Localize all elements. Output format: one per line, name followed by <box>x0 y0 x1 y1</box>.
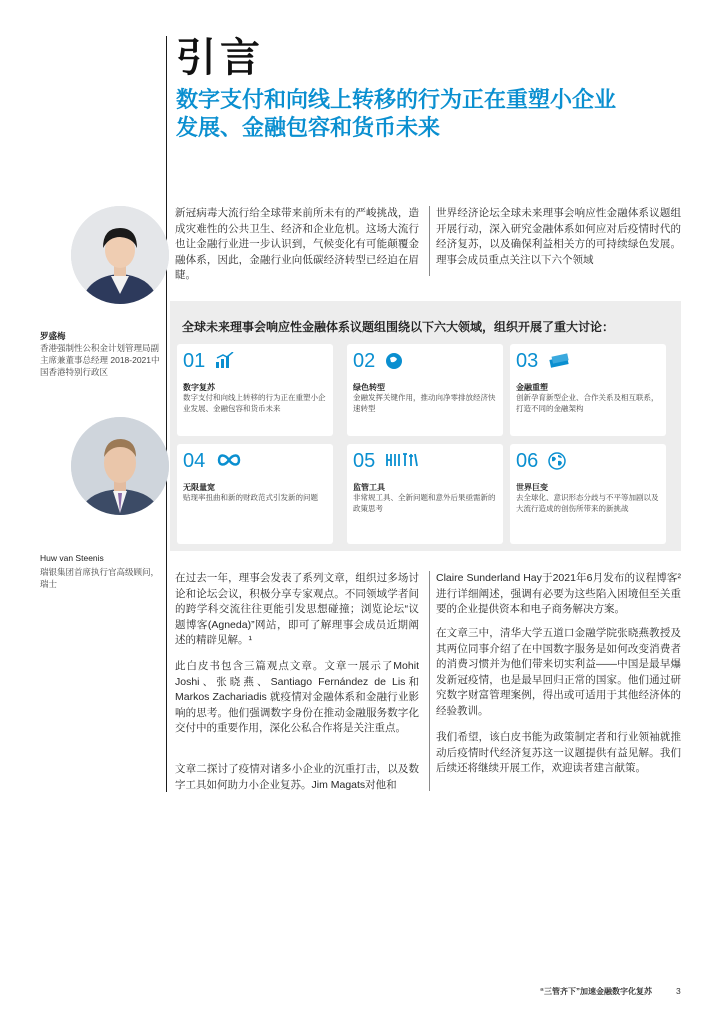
area-card-5 <box>347 444 503 544</box>
person-name-1: 罗盛梅 <box>40 331 66 341</box>
card-number: 03 <box>516 350 539 372</box>
body-paragraph-left-2: 此白皮书包含三篇观点文章。文章一展示了Mohit Joshi、张晓燕、Santiago Fernández de Lis和Markos Zachariadis 就疫情对金融体系和金融行业影响的思考。他们强调数字身份在推动金融服务数字化交付中的重要作用，深化公私合作将是关注重点。 <box>175 660 419 734</box>
area-card-4 <box>177 444 333 544</box>
card-heading: 无限量宽 <box>183 483 215 492</box>
card-description: 数字支付和向线上转移的行为正在重塑小企业发展、金融包容和货币未来 <box>183 393 326 413</box>
page-number: 3 <box>676 986 681 996</box>
money-stack-icon <box>548 352 570 370</box>
world-icon <box>548 452 570 470</box>
card-heading: 监管工具 <box>353 483 385 492</box>
card-heading: 绿色转型 <box>353 383 385 392</box>
card-description: 去全球化、意识形态分歧与不平等加剧以及大流行造成的创伤所带来的新挑战 <box>516 493 659 513</box>
card-heading: 金融重塑 <box>516 383 548 392</box>
body-paragraph-left-3: 文章二探讨了疫情对诸多小企业的沉重打击，以及数字工具如何助力小企业复苏。Jim Magats对他和 <box>175 763 419 791</box>
card-number: 05 <box>353 450 376 472</box>
area-card-3 <box>510 344 666 436</box>
portrait-photo-1 <box>71 206 169 304</box>
card-heading: 数字复苏 <box>183 383 215 392</box>
body-paragraph-right-2: 在文章三中，清华大学五道口金融学院张晓燕教授及其两位同事介绍了在中国数字服务是如何改变消费者的消费习惯并为他们带来切实利益——中国是最早爆发新冠疫情，也是最早回归正常的国家。他们通过研究数字财富管理案例，得出或可适用于其他经济体的经验教训。 <box>436 627 681 717</box>
area-card-6 <box>510 444 666 544</box>
area-card-1 <box>177 344 333 436</box>
column-divider-top <box>429 206 430 276</box>
card-number: 01 <box>183 350 206 372</box>
person-role-2: 瑞银集团首席执行官高级顾问，瑞士 <box>40 567 160 589</box>
person-name-2: Huw van Steenis <box>40 553 104 563</box>
bar-chart-icon <box>215 352 237 370</box>
page-title: 引言 <box>176 36 264 80</box>
globe-leaf-icon <box>385 352 407 370</box>
area-card-2 <box>347 344 503 436</box>
page-subtitle: 数字支付和向线上转移的行为正在重塑小企业发展、金融包容和货币未来 <box>176 87 617 140</box>
body-paragraph-left-1: 在过去一年，理事会发表了系列文章，组织过多场讨论和论坛会议，积极分享专家观点。不同领域学者间的跨学科交流往往更能引发思想碰撞；浏览论坛“议题博客(Agneda)”网站，即可了解理事会成员近期阐述的精辟见解。¹ <box>175 572 419 646</box>
tools-icon <box>385 452 419 470</box>
panel-title: 全球未来理事会响应性金融体系议题组围绕以下六大领域，组织开展了重大讨论： <box>182 320 615 334</box>
six-areas-panel <box>170 301 681 551</box>
card-description: 贴现率扭曲和新的财政范式引发新的问题 <box>183 493 318 502</box>
card-heading: 世界巨变 <box>516 483 548 492</box>
card-number: 06 <box>516 450 539 472</box>
portrait-photo-2 <box>71 417 169 515</box>
card-number: 02 <box>353 350 376 372</box>
column-divider-bottom <box>429 571 430 791</box>
title-rule <box>166 36 167 792</box>
infinity-icon <box>217 452 241 470</box>
person-role-1: 香港强制性公积金计划管理局副主席兼董事总经理 2018-2021中国香港特别行政区 <box>40 343 160 377</box>
intro-paragraph-right: 世界经济论坛全球未来理事会响应性金融体系议题组开展行动，深入研究金融体系如何应对后疫情时代的经济复苏，以及确保利益相关方的可持续绿色发展。理事会成员重点关注以下六个领域 <box>436 207 681 266</box>
card-description: 金融发挥关键作用，推动向净零排放经济快速转型 <box>353 393 496 413</box>
body-paragraph-right-3: 我们希望，该白皮书能为政策制定者和行业领袖就推动后疫情时代经济复苏这一议题提供有益见解。我们后续还将继续开展工作，欢迎读者建言献策。 <box>436 731 681 774</box>
card-description: 非常规工具、全新问题和意外后果亟需新的政策思考 <box>353 493 496 513</box>
card-description: 创新孕育新型企业、合作关系及相互联系，打造不同的金融架构 <box>516 393 659 413</box>
body-paragraph-right-1: Claire Sunderland Hay于2021年6月发布的议程博客²进行详细阐述，强调有必要为这些陷入困境但至关重要的企业提供资本和电子商务解决方案。 <box>436 572 681 615</box>
footer-title: “三管齐下”加速金融数字化复苏 <box>540 987 652 996</box>
card-number: 04 <box>183 450 206 472</box>
intro-paragraph-left: 新冠病毒大流行给全球带来前所未有的严峻挑战，造成灾难性的公共卫生、经济和企业危机。这场大流行也让金融行业进一步认识到，气候变化有可能颠覆金融体系，因此，金融行业向低碳经济转型已经迫在眉睫。 <box>175 207 419 281</box>
